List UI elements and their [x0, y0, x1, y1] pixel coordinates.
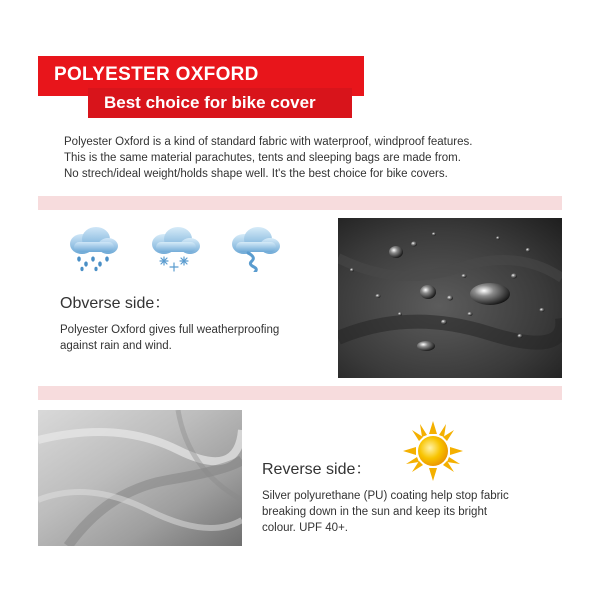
obverse-side-title: Obverse side： [60, 295, 171, 312]
wind-cloud-icon [226, 226, 284, 272]
obverse-desc-line: Polyester Oxford gives full weatherproofing [60, 324, 280, 336]
intro-paragraph [64, 134, 544, 182]
reverse-desc-line: breaking down in the sun and keep its bright [262, 506, 488, 518]
rain-cloud-icon [64, 226, 122, 272]
obverse-side-description [60, 322, 330, 354]
divider-band [38, 386, 562, 400]
waterproof-fabric-photo [338, 218, 562, 378]
reverse-desc-line: colour. UPF 40+. [262, 522, 348, 534]
page-subtitle: Best choice for bike cover [104, 93, 316, 112]
silver-coating-fabric-photo [38, 410, 242, 546]
reverse-side-description [262, 488, 562, 536]
obverse-desc-line: against rain and wind. [60, 340, 172, 352]
sun-icon [402, 420, 464, 482]
intro-line: Polyester Oxford is a kind of standard fabric with waterproof, windproof features. [64, 136, 473, 148]
divider-band [38, 196, 562, 210]
page-title: POLYESTER OXFORD [54, 64, 259, 85]
intro-line: This is the same material parachutes, tents and sleeping bags are made from. [64, 152, 461, 164]
intro-line: No strech/ideal weight/holds shape well. It's the best choice for bike covers. [64, 168, 448, 180]
snow-cloud-icon [146, 226, 204, 272]
reverse-desc-line: Silver polyurethane (PU) coating help stop fabric [262, 490, 509, 502]
reverse-side-title: Reverse side： [262, 461, 372, 478]
